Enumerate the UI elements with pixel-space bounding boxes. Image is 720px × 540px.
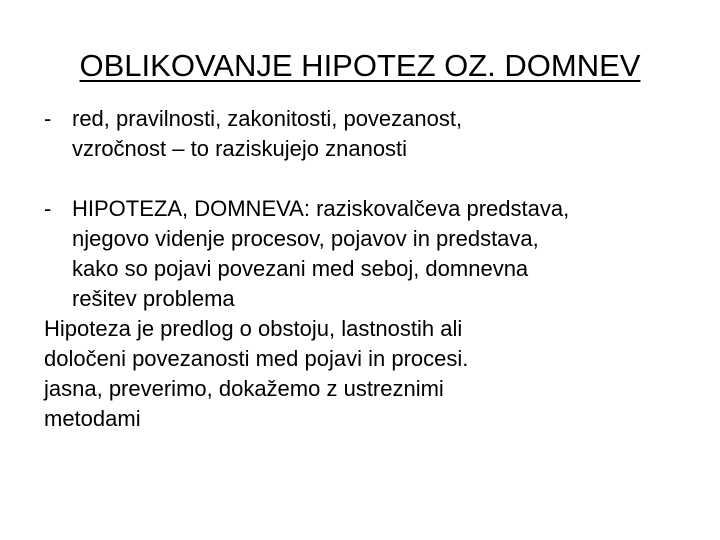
slide-title-text: OBLIKOVANJE HIPOTEZ OZ. DOMNEV xyxy=(79,48,641,83)
spacer xyxy=(44,164,694,194)
paragraph xyxy=(44,314,694,434)
paragraph-line: jasna, preverimo, dokažemo z ustreznimi xyxy=(44,376,444,401)
bullet-line: njegovo videnje procesov, pojavov in predstava, xyxy=(72,226,539,251)
bullet-line: red, pravilnosti, zakonitosti, povezanost, xyxy=(72,106,463,131)
bullet-line: rešitev problema xyxy=(72,286,235,311)
slide-body xyxy=(44,104,694,434)
bullet-line: kako so pojavi povezani med seboj, domnevna xyxy=(72,256,529,281)
slide-title xyxy=(0,46,720,86)
bullet-line: vzročnost – to raziskujejo znanosti xyxy=(72,136,408,161)
paragraph-line: metodami xyxy=(44,406,141,431)
bullet-line: HIPOTEZA, DOMNEVA: raziskovalčeva predstava, xyxy=(72,196,570,221)
paragraph-line: Hipoteza je predlog o obstoju, lastnostih ali xyxy=(44,316,463,341)
bullet-marker: - xyxy=(44,106,52,131)
paragraph-line: določeni povezanosti med pojavi in procesi. xyxy=(44,346,469,371)
bullet-marker: - xyxy=(44,196,52,221)
bullet-item-1 xyxy=(44,104,694,164)
bullet-item-2 xyxy=(44,194,694,314)
